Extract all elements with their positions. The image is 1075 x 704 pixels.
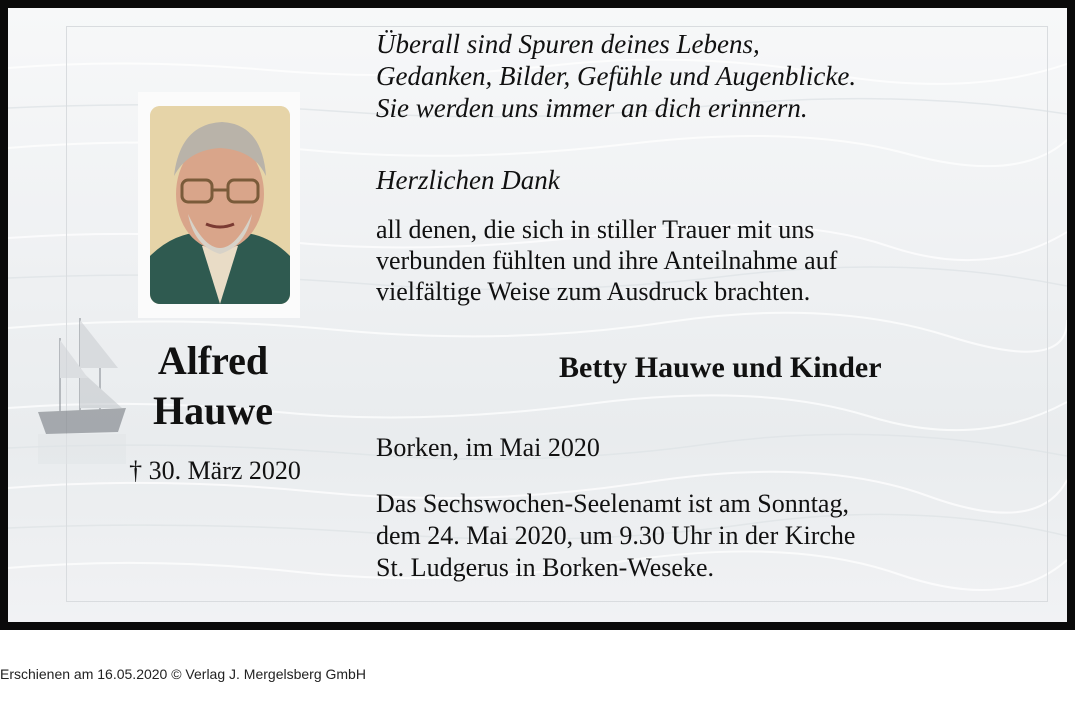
deceased-first-name: Alfred <box>157 338 269 383</box>
poem <box>376 28 856 124</box>
thanks-line: all denen, die sich in stiller Trauer mit uns <box>376 215 815 244</box>
thanks-line: verbunden fühlten und ihre Anteilnahme auf <box>376 246 838 275</box>
publication-footer: Erschienen am 16.05.2020 © Verlag J. Mergelsberg GmbH <box>0 666 366 682</box>
thanks-text <box>376 214 837 307</box>
portrait-photo <box>150 106 290 304</box>
mass-line: St. Ludgerus in Borken-Weseke. <box>376 553 714 582</box>
poem-line: Überall sind Spuren deines Lebens, <box>376 29 760 59</box>
thanks-title: Herzlichen Dank <box>376 165 560 195</box>
poem-line: Sie werden uns immer an dich erinnern. <box>376 93 808 123</box>
mass-notice <box>376 488 855 584</box>
deceased-name <box>113 336 313 436</box>
family-signature: Betty Hauwe und Kinder <box>559 351 882 384</box>
place-date: Borken, im Mai 2020 <box>376 433 600 462</box>
mass-line: dem 24. Mai 2020, um 9.30 Uhr in der Kirche <box>376 521 856 550</box>
poem-line: Gedanken, Bilder, Gefühle und Augenblicke. <box>376 61 857 91</box>
deceased-last-name: Hauwe <box>153 388 273 433</box>
thanks-line: vielfältige Weise zum Ausdruck brachten. <box>376 277 811 306</box>
death-date: † 30. März 2020 <box>129 456 301 485</box>
mass-line: Das Sechswochen-Seelenamt ist am Sonntag, <box>376 489 849 518</box>
